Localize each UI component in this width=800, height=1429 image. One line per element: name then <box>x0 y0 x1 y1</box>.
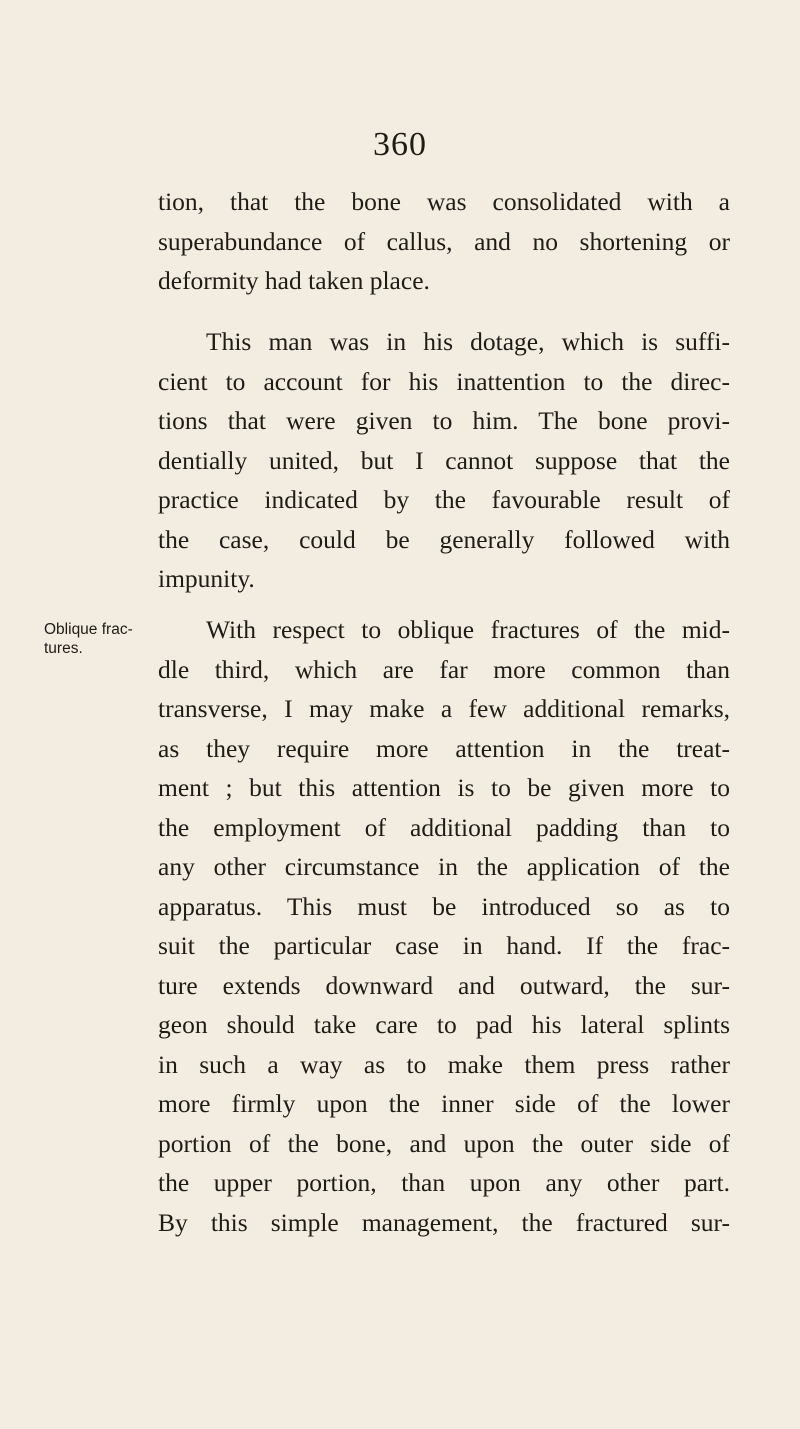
text-line: portion of the bone, and upon the outer side of <box>158 1128 730 1158</box>
text-line: dentially united, but I cannot suppose that the <box>158 445 730 475</box>
text-line: With respect to oblique fractures of the mid- <box>206 615 730 644</box>
text-line: superabundance of callus, and no shortening or <box>158 226 730 256</box>
text-line: practice indicated by the favourable result of <box>158 485 730 514</box>
text-line: impunity. <box>158 564 255 593</box>
paragraph-1 <box>158 182 730 301</box>
margin-note-line: tures. <box>44 640 83 657</box>
text-line: any other circumstance in the application of the <box>158 852 730 881</box>
text-line: the case, could be generally followed with <box>158 524 730 554</box>
text-line: By this simple management, the fractured sur- <box>158 1207 730 1237</box>
text-line: in such a way as to make them press rather <box>158 1049 730 1079</box>
text-line: tions that were given to him. The bone provi- <box>158 406 730 435</box>
text-line: cient to account for his inattention to the direc- <box>158 366 730 396</box>
text-line: ture extends downward and outward, the sur- <box>158 970 730 1000</box>
text-line: tion, that the bone was consolidated with a <box>158 187 730 216</box>
margin-note <box>44 620 164 658</box>
page-number: 360 <box>373 126 427 163</box>
text-line: transverse, I may make a few additional remarks, <box>158 694 730 723</box>
text-line: deformity had taken place. <box>158 266 430 295</box>
paragraph-2 <box>158 322 730 599</box>
text-line: apparatus. This must be introduced so as to <box>158 891 730 921</box>
margin-note-line: Oblique frac- <box>44 621 133 638</box>
text-line: more firmly upon the inner side of the lower <box>158 1089 730 1118</box>
text-line: dle third, which are far more common than <box>158 654 730 684</box>
text-line: the upper portion, than upon any other part. <box>158 1168 730 1197</box>
text-line: geon should take care to pad his lateral splints <box>158 1010 730 1039</box>
text-line: suit the particular case in hand. If the frac- <box>158 931 730 960</box>
text-line: ment ; but this attention is to be given more to <box>158 773 730 802</box>
paragraph-3 <box>158 610 730 1242</box>
text-line: as they require more attention in the treat- <box>158 733 730 763</box>
text-line: the employment of additional padding than to <box>158 812 730 842</box>
text-line: This man was in his dotage, which is suffi- <box>206 327 730 356</box>
